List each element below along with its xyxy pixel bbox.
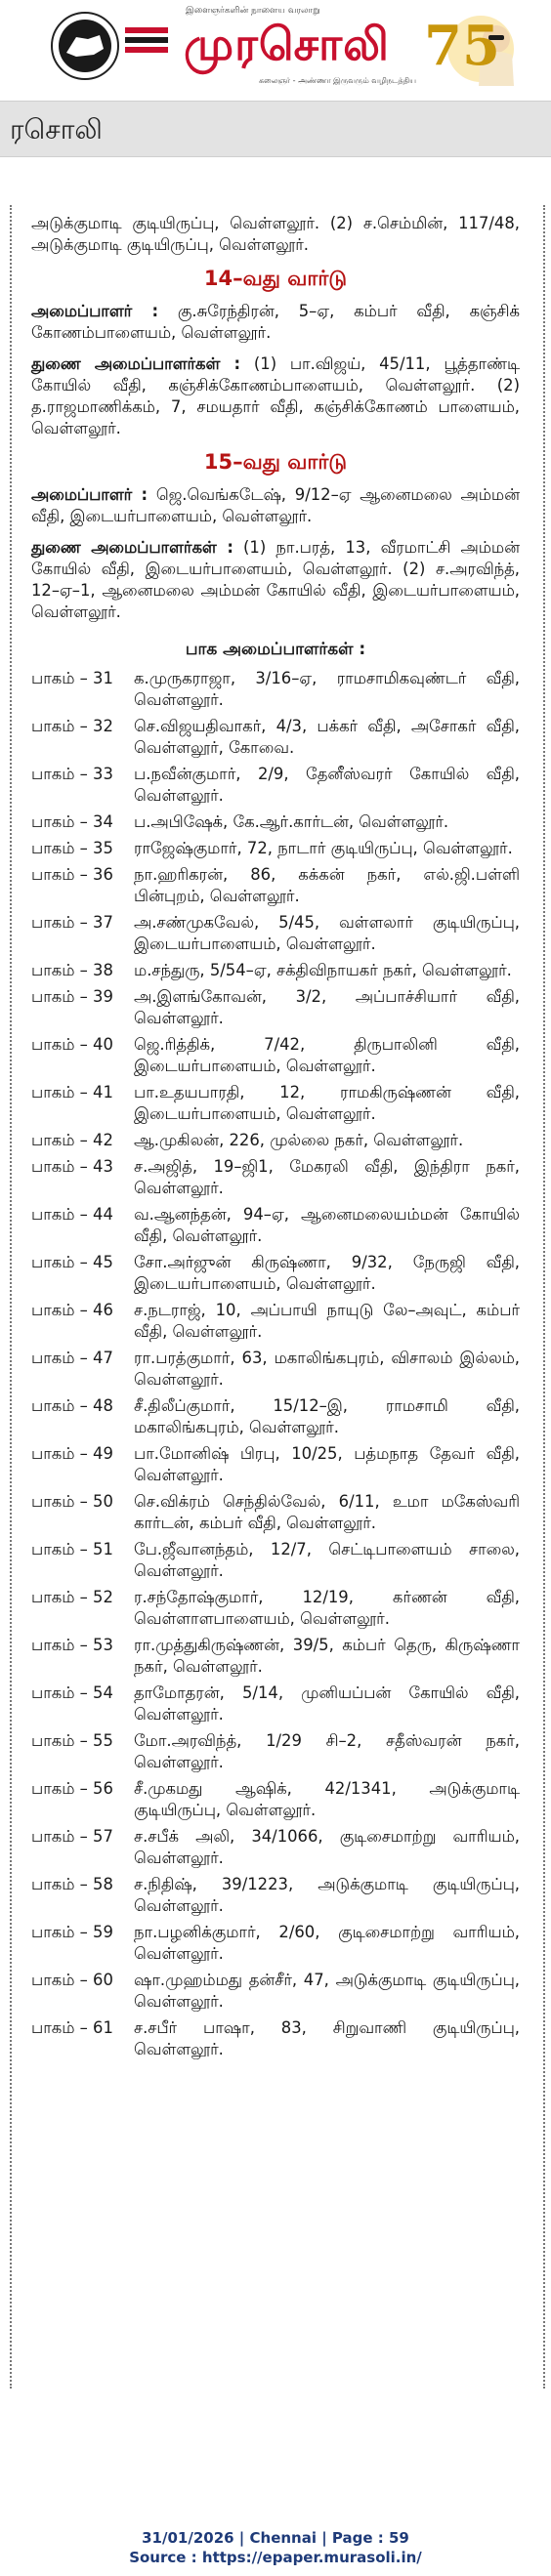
booth-organizer-details: ஷா.முஹம்மது தன்சீர், 47, அடுக்குமாடி குடியிருப்பு, வெள்ளலூர். xyxy=(134,1971,520,2011)
booth-row xyxy=(31,1635,520,1678)
masthead xyxy=(0,0,551,90)
booth-organizer-details: ச.நிதிஷ், 39/1223, அடுக்குமாடி குடியிருப்பு, வெள்ளலூர். xyxy=(134,1875,520,1915)
booth-number: பாகம் – 44 xyxy=(31,1205,113,1224)
footer-date-edition-page: 31/01/2026 | Chennai | Page : 59 xyxy=(142,2529,409,2547)
booth-number: பாகம் – 60 xyxy=(31,1971,113,1989)
booth-number: பாகம் – 51 xyxy=(31,1540,113,1558)
booth-organizer-details: நா.ஹரிகரன், 86, கக்கன் நகர், எல்.ஜி.பள்ளி பின்புறம், வெள்ளலூர். xyxy=(134,865,520,905)
booth-row xyxy=(31,1778,520,1821)
booth-organizer-details: பே.ஜீவானந்தம், 12/7, செட்டிபாளையம் சாலை, வெள்ளலூர். xyxy=(134,1540,520,1580)
booth-number: பாகம் – 47 xyxy=(31,1349,113,1367)
booth-organizer-details: ம.சந்துரு, 5/54–ஏ, சக்திவிநாயகர் நகர், வெள்ளலூர். xyxy=(134,961,512,979)
booth-number: பாகம் – 53 xyxy=(31,1636,113,1654)
booth-number: பாகம் – 38 xyxy=(31,961,113,979)
booth-organizer-details: ரா.முத்துகிருஷ்ணன், 39/5, கம்பர் தெரு, கிருஷ்ணா நகர், வெள்ளலூர். xyxy=(134,1636,520,1676)
booth-organizer-details: பா.உதயபாரதி, 12, ராமகிருஷ்ணன் வீதி, இடையர்பாளையம், வெள்ளலூர். xyxy=(134,1083,520,1123)
ward-14-title: 14–வது வார்டு xyxy=(203,267,348,290)
booth-number: பாகம் – 45 xyxy=(31,1253,113,1271)
booth-row xyxy=(31,1156,520,1199)
booth-row xyxy=(31,668,520,711)
page-footer xyxy=(0,2514,551,2576)
booth-organizer-details: ஜெ.ரித்திக், 7/42, திருபாலினி வீதி, இடையர்பாளையம், வெள்ளலூர். xyxy=(134,1035,520,1075)
booth-row xyxy=(31,960,520,981)
deputy-label: துணை அமைப்பாளர்கள் : xyxy=(31,538,233,557)
organizer-details: ஜெ.வெங்கடேஷ், 9/12–ஏ ஆனைமலை அம்மன் வீதி, இடையர்பாளையம், வெள்ளலூர். xyxy=(31,485,520,525)
booth-number: பாகம் – 54 xyxy=(31,1683,113,1702)
booth-organizer-details: ச.நடராஜ், 10, அப்பாயி நாயுடு லே–அவுட், கம்பர் வீதி, வெள்ளலூர். xyxy=(134,1301,520,1341)
booth-row xyxy=(31,1130,520,1151)
booth-row xyxy=(31,2017,520,2060)
ward-15-deputies xyxy=(31,537,520,623)
ward-14-organizer xyxy=(31,301,520,344)
newspaper-title: முரசொலி xyxy=(184,18,390,70)
booth-number: பாகம் – 31 xyxy=(31,669,113,687)
booth-row xyxy=(31,1491,520,1534)
booth-row xyxy=(31,1970,520,2013)
booth-number: பாகம் – 41 xyxy=(31,1083,113,1101)
booth-organizer-details: ர.சந்தோஷ்குமார், 12/19, கர்ணன் வீதி, வெள்ளாளபாளையம், வெள்ளலூர். xyxy=(134,1588,520,1628)
booth-number: பாகம் – 59 xyxy=(31,1923,113,1941)
booth-row xyxy=(31,764,520,807)
booth-row xyxy=(31,1395,520,1438)
deputy-details: (1) நா.பரத், 13, வீரமாட்சி அம்மன் கோயில் வீதி, இடையர்பாளையம், வெள்ளலூர். (2) ச.அரவிந்த், 12–ஏ–1, ஆனைமலை அம்மன் கோயில் வீதி, இடையர்பாளையம், வெள்ளலூர். xyxy=(31,538,520,621)
anniversary-emblem-icon xyxy=(420,4,537,88)
article-column xyxy=(10,205,545,2389)
booth-organizer-details: சீ.திலீப்குமார், 15/12–இ, ராமசாமி வீதி, மகாலிங்கபுரம், வெள்ளலூர். xyxy=(134,1396,520,1436)
booth-number: பாகம் – 37 xyxy=(31,913,113,932)
booth-number: பாகம் – 57 xyxy=(31,1827,113,1846)
booth-number: பாகம் – 49 xyxy=(31,1444,113,1463)
ward-15-title: 15–வது வார்டு xyxy=(203,450,348,474)
booth-organizer-details: சீ.முகமது ஆஷிக், 42/1341, அடுக்குமாடி குடியிருப்பு, வெள்ளலூர். xyxy=(134,1779,520,1819)
booth-number: பாகம் – 55 xyxy=(31,1731,113,1750)
booth-organizer-details: ச.அஜித், 19–ஜி1, மேகரலி வீதி, இந்திரா நகர், வெள்ளலூர். xyxy=(134,1157,520,1197)
booth-number: பாகம் – 33 xyxy=(31,765,113,783)
booth-number: பாகம் – 39 xyxy=(31,987,113,1006)
booth-row xyxy=(31,1443,520,1486)
booth-organizer-details: சோ.அர்ஜுன் கிருஷ்ணா, 9/32, நேருஜி வீதி, இடையர்பாளையம், வெள்ளலூர். xyxy=(134,1253,520,1293)
booth-number: பாகம் – 36 xyxy=(31,865,113,884)
section-header-bar xyxy=(0,101,551,157)
masthead-subtitle: கலைஞர் - அண்ணா இருவரும் வழிநடத்திய xyxy=(259,76,416,85)
booth-row xyxy=(31,1587,520,1630)
booth-organizer-details: அ.சண்முகவேல், 5/45, வள்ளலார் குடியிருப்பு, இடையர்பாளையம், வெள்ளலூர். xyxy=(134,913,520,953)
booth-organizer-details: ச.சபீர் பாஷா, 83, சிறுவாணி குடியிருப்பு, வெள்ளலூர். xyxy=(134,2018,520,2058)
booth-number: பாகம் – 32 xyxy=(31,717,113,735)
article-content xyxy=(31,213,520,2065)
booth-organizer-details: பா.மோனிஷ் பிரபு, 10/25, பத்மநாத தேவர் வீதி, வெள்ளலூர். xyxy=(134,1444,520,1484)
booth-row xyxy=(31,912,520,955)
booth-number: பாகம் – 48 xyxy=(31,1396,113,1415)
booth-row xyxy=(31,986,520,1029)
organizer-label: அமைப்பாளர் : xyxy=(31,302,159,320)
booth-row xyxy=(31,1252,520,1295)
party-logo-icon xyxy=(47,8,174,84)
booth-row xyxy=(31,1348,520,1391)
booth-row xyxy=(31,716,520,759)
booth-organizer-details: ப.நவீன்குமார், 2/9, தேனீஸ்வரர் கோயில் வீதி, வெள்ளலூர். xyxy=(134,765,520,805)
ward-14-deputies xyxy=(31,353,520,439)
booth-row xyxy=(31,811,520,833)
booth-row xyxy=(31,838,520,859)
booth-number: பாகம் – 35 xyxy=(31,839,113,857)
footer-source-link[interactable]: Source : https://epaper.murasoli.in/ xyxy=(129,2549,422,2566)
booth-row xyxy=(31,1539,520,1582)
booth-row xyxy=(31,1082,520,1125)
booth-organizer-details: க.முருகராஜா, 3/16–ஏ, ராமசாமிகவுண்டர் வீதி, வெள்ளலூர். xyxy=(134,669,520,709)
booth-organizer-details: ரா.பரத்குமார், 63, மகாலிங்கபுரம், விசாலம் இல்லம், வெள்ளலூர். xyxy=(134,1349,520,1389)
booth-row xyxy=(31,1034,520,1077)
booth-number: பாகம் – 46 xyxy=(31,1301,113,1319)
booth-organizer-details: செ.விக்ரம் செந்தில்வேல், 6/11, உமா மகேஸ்வரி கார்டன், கம்பர் வீதி, வெள்ளலூர். xyxy=(134,1492,520,1532)
booth-organizer-details: செ.விஜயதிவாகர், 4/3, பக்கர் வீதி, அசோகர் வீதி, வெள்ளலூர், கோவை. xyxy=(134,717,520,757)
booth-organizers-heading: பாக அமைப்பாளர்கள் : xyxy=(185,640,366,659)
booth-organizer-details: ஆ.முகிலன், 226, முல்லை நகர், வெள்ளலூர். xyxy=(134,1131,464,1149)
booth-number: பாகம் – 42 xyxy=(31,1131,113,1149)
booth-list xyxy=(31,668,520,2060)
booth-number: பாகம் – 56 xyxy=(31,1779,113,1798)
booth-row xyxy=(31,1874,520,1917)
booth-row xyxy=(31,1204,520,1247)
booth-row xyxy=(31,864,520,907)
booth-number: பாகம் – 61 xyxy=(31,2018,113,2037)
organizer-details: கு.சுரேந்திரன், 5–ஏ, கம்பர் வீதி, கஞ்சிக் கோணம்பாளையம், வெள்ளலூர். xyxy=(31,302,520,342)
booth-organizer-details: அ.இளங்கோவன், 3/2, அப்பாச்சியார் வீதி, வெள்ளலூர். xyxy=(134,987,520,1027)
booth-row xyxy=(31,1683,520,1725)
deputy-label: துணை அமைப்பாளர்கள் : xyxy=(31,354,241,373)
booth-row xyxy=(31,1922,520,1965)
booth-organizer-details: ப.அபிஷேக், கே.ஆர்.கார்டன், வெள்ளலூர். xyxy=(134,812,449,831)
intro-paragraph: அடுக்குமாடி குடியிருப்பு, வெள்ளலூர். (2) ச.செம்மின், 117/48, அடுக்குமாடி குடியிருப்பு, வெள்ளலூர். xyxy=(31,214,520,254)
anniversary-number: 75 xyxy=(424,14,500,78)
booth-organizer-details: ச.சபீக் அலி, 34/1066, குடிசைமாற்று வாரியம், வெள்ளலூர். xyxy=(134,1827,520,1867)
organizer-label: அமைப்பாளர் : xyxy=(31,485,148,504)
booth-organizer-details: மோ.அரவிந்த், 1/29 சி–2, சதீஸ்வரன் நகர், வெள்ளலூர். xyxy=(134,1731,520,1771)
masthead-tagline: இளைஞர்களின் நாளைய வரலாறு xyxy=(186,6,320,16)
deputy-details: (1) பா.விஜய், 45/11, பூத்தாண்டி கோயில் வீதி, கஞ்சிக்கோணம்பாளையம், வெள்ளலூர். (2) த.ராஜமாணிக்கம், 7, சமயதார் வீதி, கஞ்சிக்கோணம் பாளையம், வெள்ளலூர். xyxy=(31,354,520,437)
booth-number: பாகம் – 58 xyxy=(31,1875,113,1893)
booth-organizer-details: தாமோதரன், 5/14, முனியப்பன் கோயில் வீதி, வெள்ளலூர். xyxy=(134,1683,520,1724)
booth-organizer-details: நா.பழனிக்குமார், 2/60, குடிசைமாற்று வாரியம், வெள்ளலூர். xyxy=(134,1923,520,1963)
booth-number: பாகம் – 34 xyxy=(31,812,113,831)
booth-row xyxy=(31,1300,520,1343)
booth-number: பாகம் – 50 xyxy=(31,1492,113,1511)
booth-organizer-details: வ.ஆனந்தன், 94–ஏ, ஆனைமலையம்மன் கோயில் வீதி, வெள்ளலூர். xyxy=(134,1205,520,1245)
ward-15-organizer xyxy=(31,484,520,527)
booth-number: பாகம் – 40 xyxy=(31,1035,113,1054)
booth-row xyxy=(31,1730,520,1773)
section-title: ரசொலி xyxy=(10,113,103,145)
booth-organizer-details: ராஜேஷ்குமார், 72, நாடார் குடியிருப்பு, வெள்ளலூர். xyxy=(134,839,513,857)
booth-number: பாகம் – 52 xyxy=(31,1588,113,1606)
booth-number: பாகம் – 43 xyxy=(31,1157,113,1176)
booth-row xyxy=(31,1826,520,1869)
